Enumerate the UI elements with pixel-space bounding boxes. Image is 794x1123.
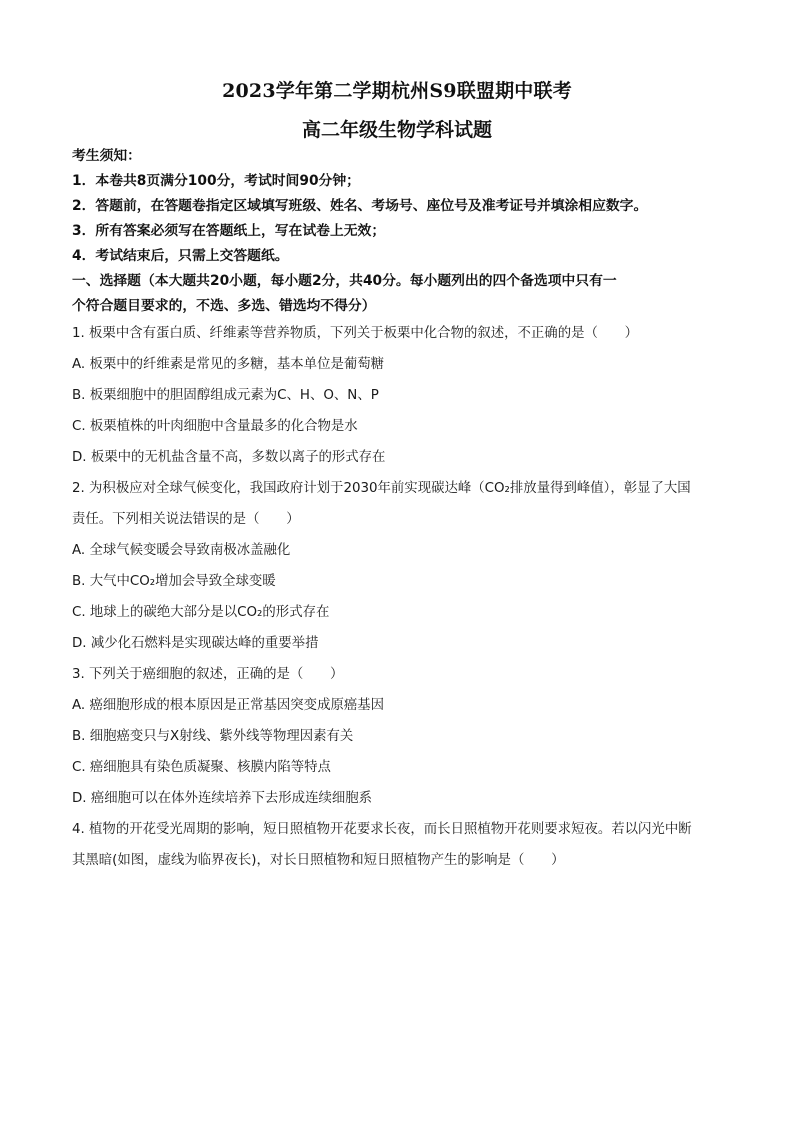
notice-item: 1．本卷共8页满分100分，考试时间90分钟； bbox=[72, 173, 360, 189]
section-title-continued: 个符合题目要求的，不选、多选、错选均不得分） bbox=[72, 298, 376, 314]
answer-option: B. 板栗细胞中的胆固醇组成元素为C、H、O、N、P bbox=[72, 388, 379, 403]
answer-option: C. 地球上的碳绝大部分是以CO₂的形式存在 bbox=[72, 605, 330, 620]
answer-option: A. 全球气候变暖会导致南极冰盖融化 bbox=[72, 543, 291, 558]
notice-item: 3．所有答案必须写在答题纸上，写在试卷上无效； bbox=[72, 223, 386, 239]
notice-item: 2．答题前，在答题卷指定区域填写班级、姓名、考场号、座位号及准考证号并填涂相应数字。 bbox=[72, 198, 648, 214]
answer-option: C. 板栗植株的叶肉细胞中含量最多的化合物是水 bbox=[72, 419, 358, 434]
notice-item: 4．考试结束后，只需上交答题纸。 bbox=[72, 248, 289, 264]
question-stem: 2. 为积极应对全球气候变化，我国政府计划于2030年前实现碳达峰（CO₂排放量得到峰值），彰显了大国 bbox=[72, 481, 691, 496]
question-stem: 4. 植物的开花受光周期的影响，短日照植物开花要求长夜，而长日照植物开花则要求短夜。若以闪光中断 bbox=[72, 822, 692, 837]
answer-option: A. 板栗中的纤维素是常见的多糖，基本单位是葡萄糖 bbox=[72, 357, 385, 372]
answer-option: C. 癌细胞具有染色质凝聚、核膜内陷等特点 bbox=[72, 760, 331, 775]
exam-subtitle: 高二年级生物学科试题 bbox=[301, 119, 492, 141]
question-stem: 3. 下列关于癌细胞的叙述，正确的是（ ） bbox=[72, 667, 344, 682]
answer-option: B. 大气中CO₂增加会导致全球变暖 bbox=[72, 574, 276, 589]
question-stem-continued: 其黑暗(如图，虚线为临界夜长)，对长日照植物和短日照植物产生的影响是（ ） bbox=[72, 853, 565, 868]
notice-heading: 考生须知： bbox=[72, 148, 141, 164]
answer-option: D. 减少化石燃料是实现碳达峰的重要举措 bbox=[72, 636, 319, 651]
answer-option: D. 板栗中的无机盐含量不高，多数以离子的形式存在 bbox=[72, 450, 386, 465]
question-stem-continued: 责任。下列相关说法错误的是（ ） bbox=[72, 512, 300, 527]
answer-option: B. 细胞癌变只与X射线、紫外线等物理因素有关 bbox=[72, 729, 354, 744]
question-stem: 1. 板栗中含有蛋白质、纤维素等营养物质，下列关于板栗中化合物的叙述，不正确的是（ ） bbox=[72, 326, 639, 341]
exam-title: 2023学年第二学期杭州S9联盟期中联考 bbox=[222, 80, 572, 102]
answer-option: A. 癌细胞形成的根本原因是正常基因突变成原癌基因 bbox=[72, 698, 385, 713]
section-title: 一、选择题（本大题共20小题，每小题2分，共40分。每小题列出的四个备选项中只有一 bbox=[72, 273, 617, 289]
answer-option: D. 癌细胞可以在体外连续培养下去形成连续细胞系 bbox=[72, 791, 373, 806]
